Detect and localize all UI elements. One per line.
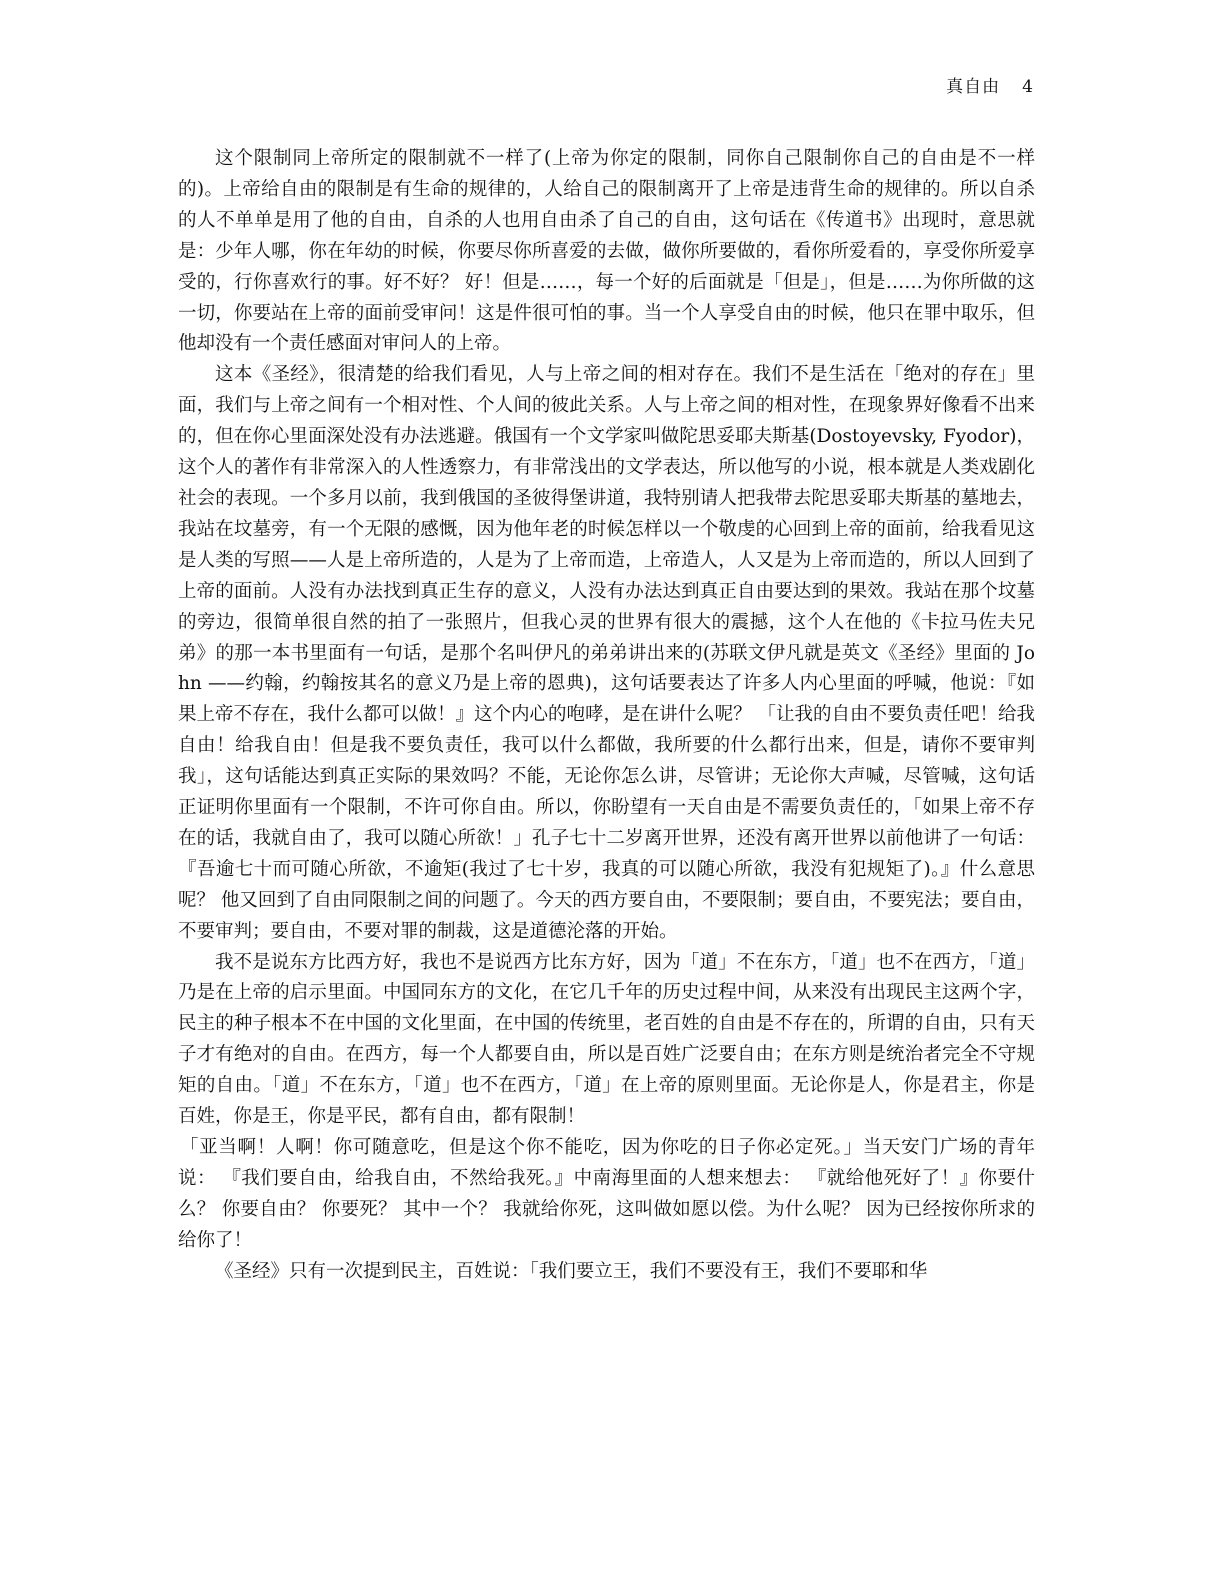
paragraph-5: 《圣经》只有一次提到民主，百姓说：「我们要立王，我们不要没有王，我们不要耶和华 xyxy=(215,1260,928,1282)
paragraph-4: 「亚当啊！人啊！你可随意吃，但是这个你不能吃，因为你吃的日子你必定死。」当天安门广场的青年说： 『我们要自由，给我自由，不然给我死。』中南海里面的人想来想去： 『就给他死好了！』你要什么？ 你要自由？ 你要死？ 其中一个？ 我就给你死，这叫做如愿以偿。为什么呢？ 因为已经按你所求的给你了！ xyxy=(178,1137,1035,1251)
page-number: 4 xyxy=(1022,77,1034,97)
running-title: 真自由 xyxy=(946,77,1001,97)
paragraph-2: 这本《圣经》，很清楚的给我们看见，人与上帝之间的相对存在。我们不是生活在「绝对的存在」里面，我们与上帝之间有一个相对性、个人间的彼此关系。人与上帝之间的相对性，在现象界好像看不出来的，但在你心里面深处没有办法逃避。俄国有一个文学家叫做陀思妥耶夫斯基(Dostoyevsky, Fyodor)，这个人的著作有非常深入的人性透察力，有非常浅出的文学表达，所以他写的小说，根本就是人类戏剧化社会的表现。一个多月以前，我到俄国的圣彼得堡讲道，我特别请人把我带去陀思妥耶夫斯基的墓地去，我站在坟墓旁，有一个无限的感慨，因为他年老的时候怎样以一个敬虔的心回到上帝的面前，给我看见这是人类的写照——人是上帝所造的，人是为了上帝而造，上帝造人，人又是为上帝而造的，所以人回到了上帝的面前。人没有办法找到真正生存的意义，人没有办法达到真正自由要达到的果效。我站在那个坟墓的旁边，很简单很自然的拍了一张照片，但我心灵的世界有很大的震撼，这个人在他的《卡拉马佐夫兄弟》的那一本书里面有一句话，是那个名叫伊凡的弟弟讲出来的(苏联文伊凡就是英文《圣经》里面的 John ——约翰，约翰按其名的意义乃是上帝的恩典)，这句话要表达了许多人内心里面的呼喊，他说：『如果上帝不存在，我什么都可以做！』这个内心的咆哮，是在讲什么呢？ 「让我的自由不要负责任吧！给我自由！给我自由！但是我不要负责任，我可以什么都做，我所要的什么都行出来，但是，请你不要审判我」，这句话能达到真正实际的果效吗？不能，无论你怎么讲，尽管讲；无论你大声喊，尽管喊，这句话正证明你里面有一个限制，不许可你自由。所以，你盼望有一天自由是不需要负责任的，「如果上帝不存在的话，我就自由了，我可以随心所欲！」孔子七十二岁离开世界，还没有离开世界以前他讲了一句话： 『吾逾七十而可随心所欲，不逾矩(我过了七十岁，我真的可以随心所欲，我没有犯规矩了)。』什么意思呢？ 他又回到了自由同限制之间的问题了。今天的西方要自由，不要限制；要自由，不要宪法；要自由，不要审判；要自由，不要对罪的制裁，这是道德沦落的开始。 xyxy=(178,364,1035,942)
paragraph-3: 我不是说东方比西方好，我也不是说西方比东方好，因为「道」不在东方，「道」也不在西方，「道」乃是在上帝的启示里面。中国同东方的文化，在它几千年的历史过程中间，从来没有出现民主这两个字，民主的种子根本不在中国的文化里面，在中国的传统里，老百姓的自由是不存在的，所谓的自由，只有天子才有绝对的自由。在西方，每一个人都要自由，所以是百姓广泛要自由；在东方则是统治者完全不守规矩的自由。「道」不在东方，「道」也不在西方，「道」在上帝的原则里面。无论你是人，你是君主，你是百姓，你是王，你是平民，都有自由，都有限制！ xyxy=(178,951,1035,1128)
paragraph-1: 这个限制同上帝所定的限制就不一样了(上帝为你定的限制，同你自己限制你自己的自由是不一样的)。上帝给自由的限制是有生命的规律的，人给自己的限制离开了上帝是违背生命的规律的。所以自杀的人不单单是用了他的自由，自杀的人也用自由杀了自己的自由，这句话在《传道书》出现时，意思就是：少年人哪，你在年幼的时候，你要尽你所喜爱的去做，做你所要做的，看你所爱看的，享受你所爱享受的，行你喜欢行的事。好不好？ 好！但是……，每一个好的后面就是「但是」，但是……为你所做的这一切，你要站在上帝的面前受审问！这是件很可怕的事。当一个人享受自由的时候，他只在罪中取乐，但他却没有一个责任感面对审问人的上帝。 xyxy=(178,148,1035,355)
page-header xyxy=(946,72,1034,97)
body-text xyxy=(178,144,1035,1288)
